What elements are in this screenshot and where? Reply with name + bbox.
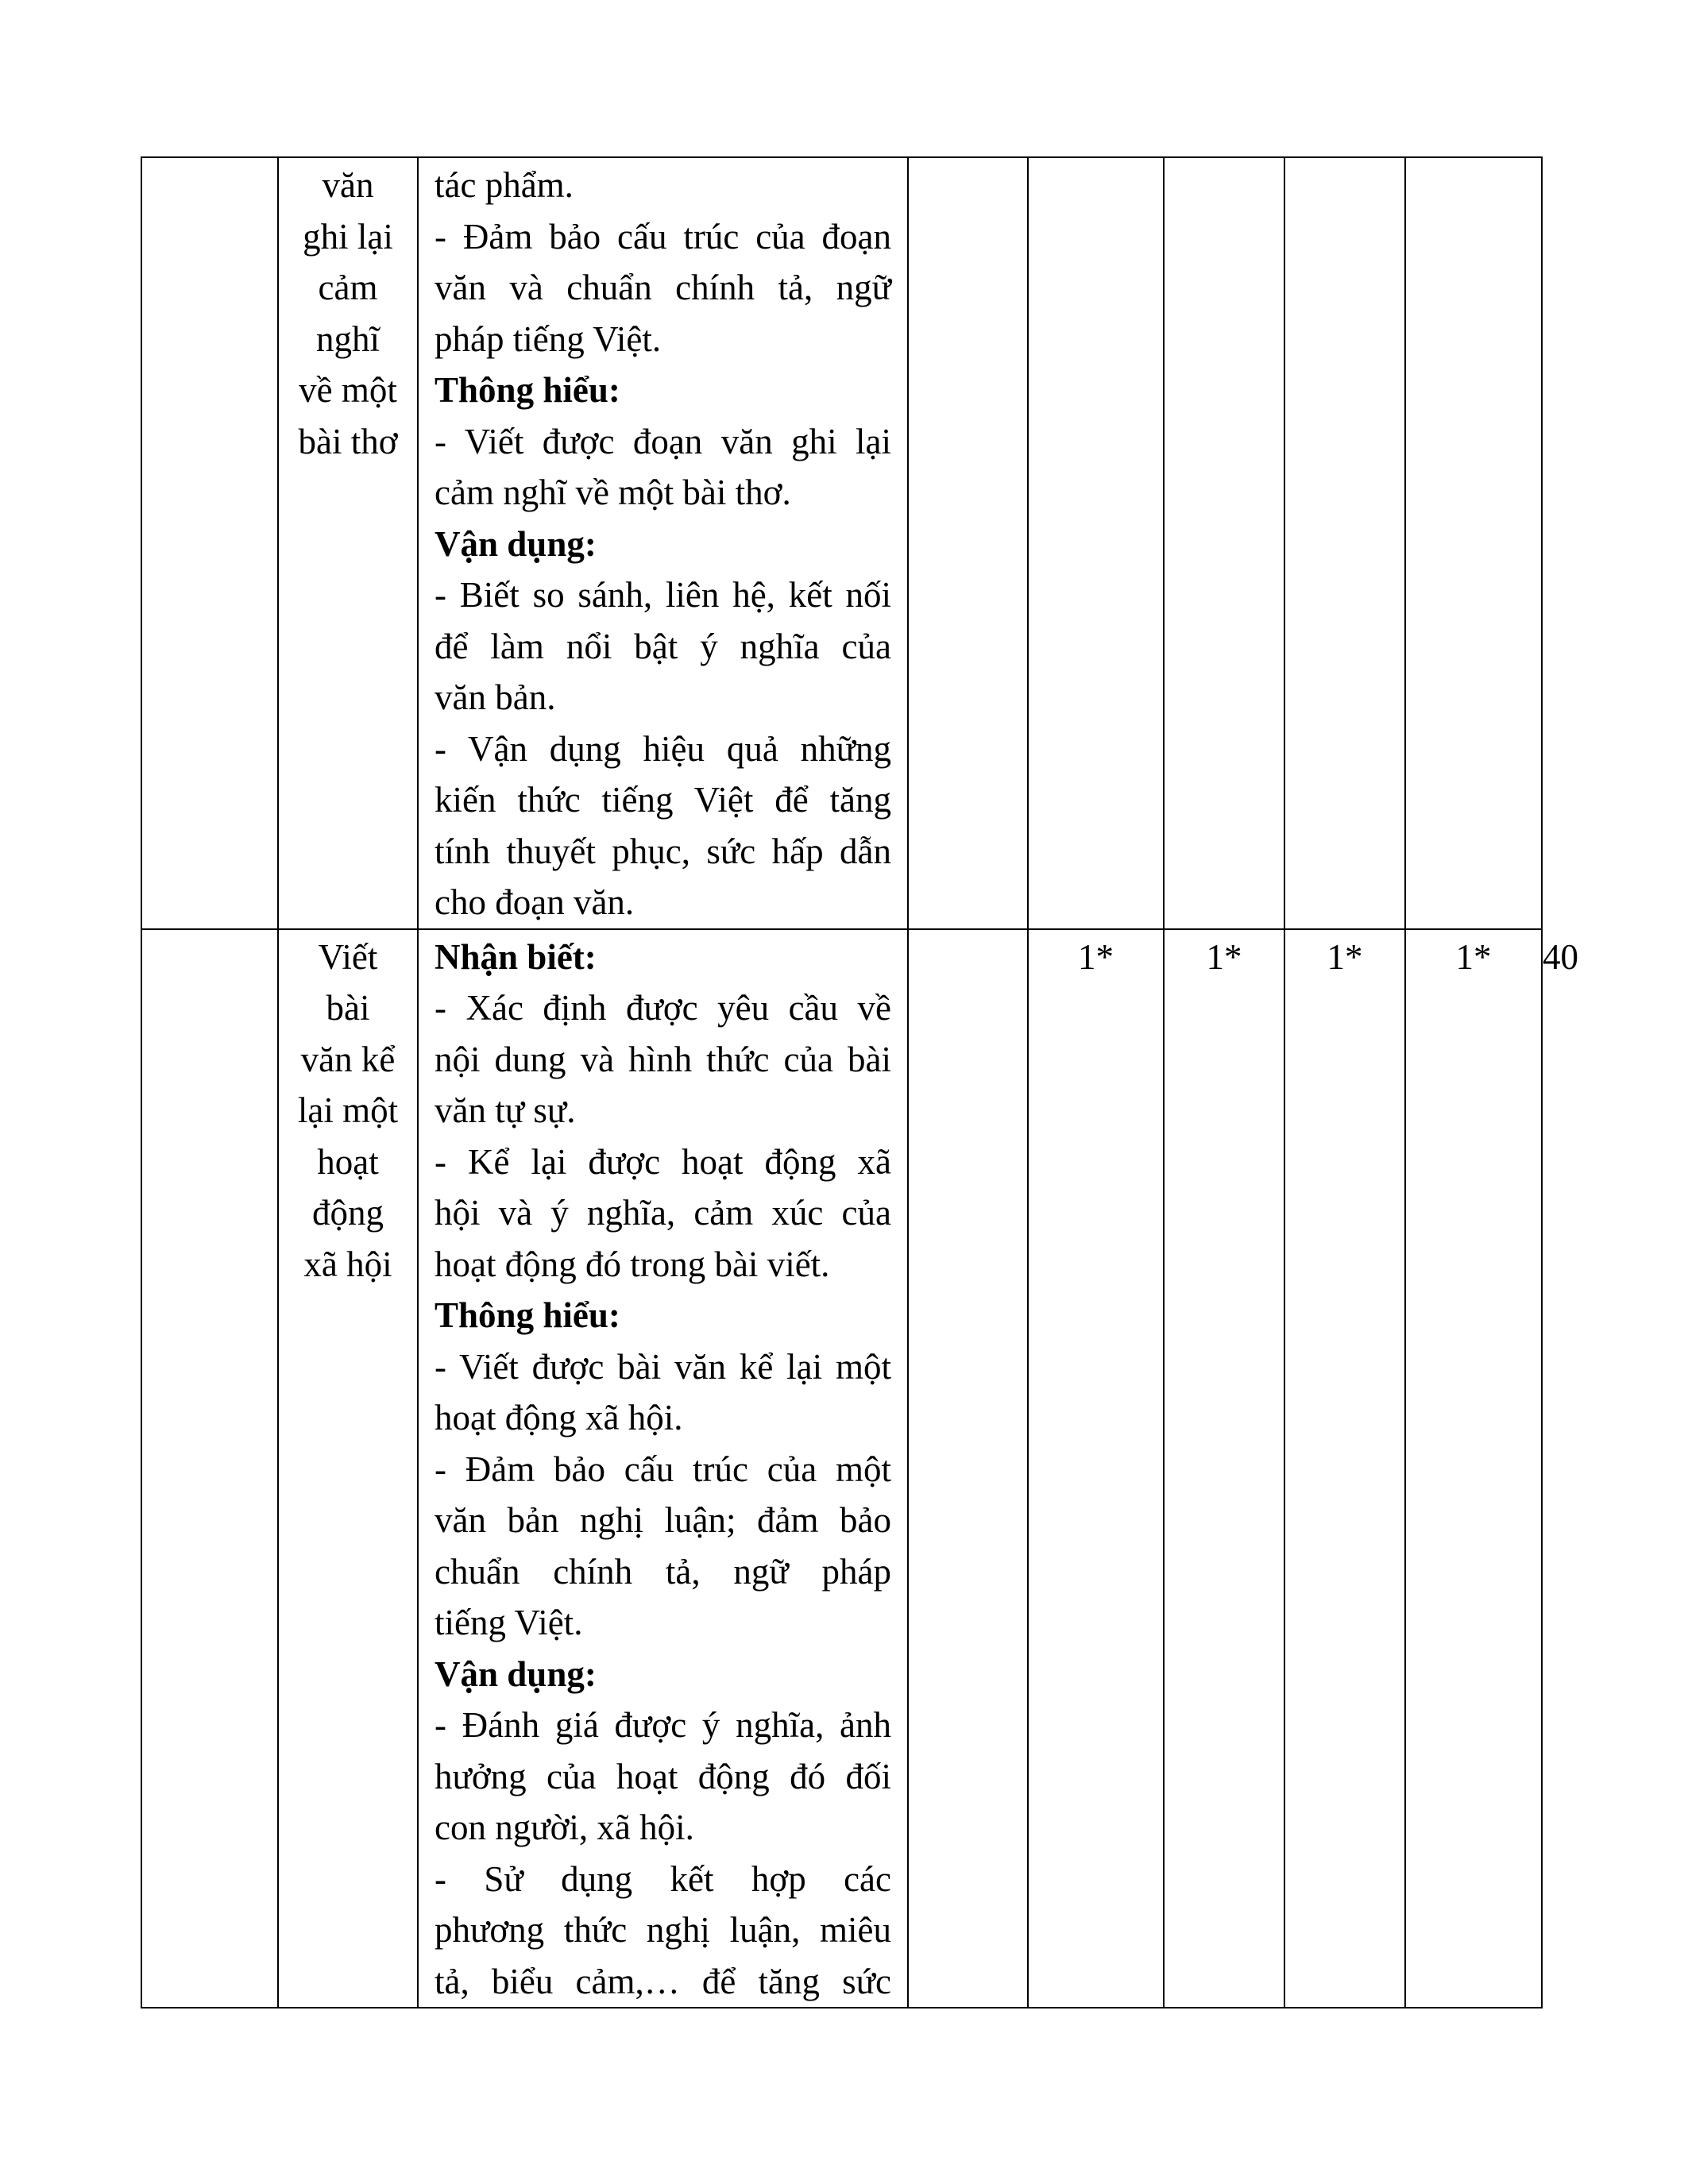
topic-line: lại một: [297, 1090, 399, 1130]
content-line: hưởng của hoạt động đó đối: [435, 1756, 891, 1796]
content-line: hoạt động xã hội.: [435, 1398, 683, 1437]
table-row: [141, 157, 1542, 929]
content-line: tác phẩm.: [435, 165, 574, 205]
content-line: cảm nghĩ về một bài thơ.: [435, 473, 791, 512]
content-cell: [418, 929, 908, 2008]
content-heading: Thông hiểu:: [435, 370, 620, 410]
content-heading: Thông hiểu:: [435, 1295, 620, 1335]
topic-cell: [278, 157, 418, 929]
content-line: - Đảm bảo cấu trúc của một: [435, 1449, 891, 1489]
content-line: hội và ý nghĩa, cảm xúc của: [435, 1193, 891, 1233]
content-line: văn bản nghị luận; đảm bảo: [435, 1500, 891, 1540]
content-line: phương thức nghị luận, miêu: [435, 1910, 891, 1950]
count-cell: [1164, 157, 1284, 929]
empty-cell: [141, 157, 278, 929]
content-line: con người, xã hội.: [435, 1808, 694, 1847]
topic-line: cảm: [318, 268, 378, 307]
content-line: văn bản.: [435, 677, 556, 717]
content-line: văn và chuẩn chính tả, ngữ: [435, 268, 891, 307]
count-cell: 1*: [1284, 929, 1405, 2008]
empty-cell: [141, 929, 278, 2008]
content-line: - Sử dụng kết hợp các: [435, 1858, 891, 1899]
topic-cell: [278, 929, 418, 2008]
content-line: - Đánh giá được ý nghĩa, ảnh: [435, 1705, 891, 1745]
count-cell: [1284, 157, 1405, 929]
content-heading: Vận dụng:: [435, 1653, 597, 1694]
content-line: - Đảm bảo cấu trúc của đoạn: [435, 216, 891, 257]
topic-line: văn: [322, 165, 374, 205]
content-line: - Xác định được yêu cầu về: [435, 988, 891, 1028]
content-line: nội dung và hình thức của bài: [435, 1039, 891, 1079]
content-line: để làm nổi bật ý nghĩa của: [435, 626, 891, 666]
content-heading: Nhận biết:: [435, 936, 597, 977]
empty-cell: [908, 157, 1028, 929]
topic-line: bài thơ: [298, 421, 398, 461]
count-cell: 1*: [1405, 929, 1542, 2008]
content-line: tính thuyết phục, sức hấp dẫn: [435, 831, 891, 871]
content-line: cho đoạn văn.: [435, 882, 635, 922]
content-line: - Viết được đoạn văn ghi lại: [435, 421, 891, 461]
specification-table: [141, 156, 1578, 2008]
table-row: Viết bài văn kể lại một hoạt động xã hội Nhận biết: - Xác định được yêu cầu về nội dung và hình thức của bài văn tự sự. - Kể lại được hoạt động xã hội và ý nghĩa, cảm xúc của hoạt động đó trong bài viết. Thông hiểu: - Viết được bài văn kể lại một hoạt động xã hội. - Đảm bảo cấu trúc của một văn bản nghị luận; đảm bảo chuẩn chính tả, ngữ pháp tiếng Việt. Vận dụng: - Đánh giá được ý nghĩa, ảnh hưởng của hoạt động đó đối con người, xã hội. - Sử dụng kết hợp các phương thức nghị luận, miêu tả, biểu cảm,… để tăng sức 1* 1* 1* 1* 40: [141, 929, 1542, 2008]
content-cell: [418, 157, 908, 929]
content-line: - Viết được bài văn kể lại một: [435, 1346, 891, 1387]
count-cell: [1405, 157, 1542, 929]
content-line: - Kể lại được hoạt động xã: [435, 1141, 891, 1182]
topic-line: bài: [326, 988, 370, 1028]
content-heading: Vận dụng:: [435, 523, 597, 564]
content-line: chuẩn chính tả, ngữ pháp: [435, 1551, 891, 1592]
content-line: tiếng Việt.: [435, 1603, 583, 1642]
content-line: hoạt động đó trong bài viết.: [435, 1244, 830, 1284]
content-line: - Biết so sánh, liên hệ, kết nối: [435, 575, 891, 615]
content-line: văn tự sự.: [435, 1090, 576, 1130]
topic-line: ghi lại: [303, 216, 393, 257]
content-line: kiến thức tiếng Việt để tăng: [435, 780, 891, 820]
count-cell: 1*: [1028, 929, 1164, 2008]
empty-cell: [908, 929, 1028, 2008]
count-cell: [1028, 157, 1164, 929]
topic-line: về một: [299, 370, 397, 410]
count-cell: 1*: [1164, 929, 1284, 2008]
content-line: - Vận dụng hiệu quả những: [435, 728, 891, 769]
topic-line: Viết: [318, 936, 378, 977]
topic-line: động: [312, 1193, 384, 1233]
topic-line: văn kể: [300, 1039, 396, 1079]
content-line: tả, biểu cảm,… để tăng sức: [435, 1961, 891, 2001]
topic-line: nghĩ: [315, 318, 380, 359]
topic-line: xã hội: [303, 1244, 392, 1284]
content-line: pháp tiếng Việt.: [435, 318, 662, 359]
topic-line: hoạt: [317, 1141, 379, 1182]
